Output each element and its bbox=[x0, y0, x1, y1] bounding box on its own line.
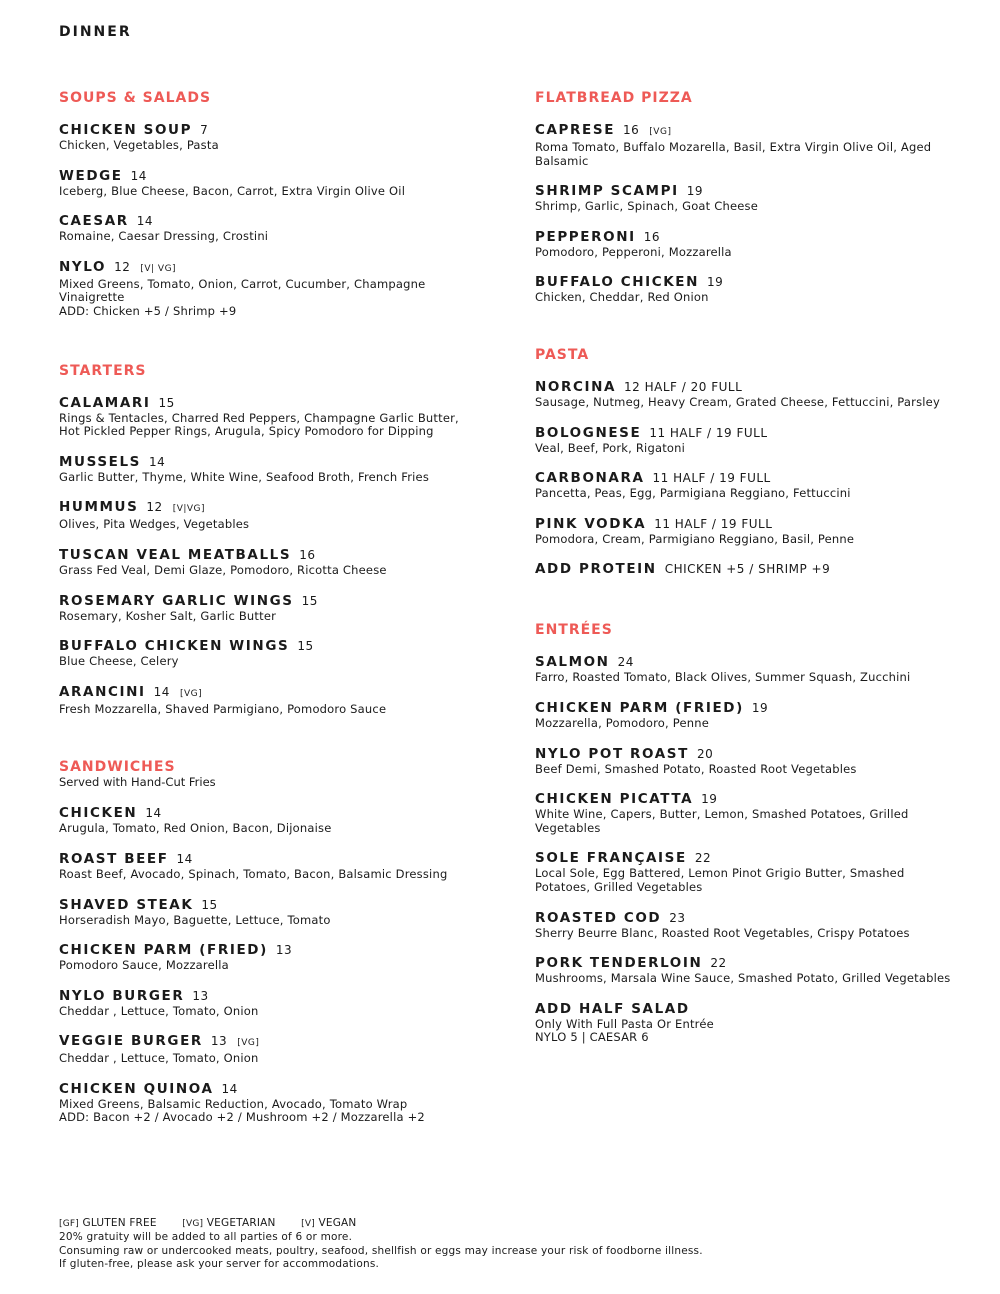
menu-item-description: Pomodoro, Pepperoni, Mozzarella bbox=[535, 244, 732, 259]
menu-item-price: 14 bbox=[176, 851, 193, 866]
menu-item-header bbox=[59, 636, 479, 655]
menu-item-price: 14 bbox=[148, 454, 166, 469]
menu-item bbox=[59, 497, 479, 532]
section-title: PASTA bbox=[535, 346, 590, 363]
menu-item-header bbox=[535, 559, 955, 578]
menu-item-description: Shrimp, Garlic, Spinach, Goat Cheese bbox=[535, 199, 758, 214]
legend-code: [VG] bbox=[182, 1219, 204, 1229]
dietary-tag: [VG] bbox=[237, 1038, 260, 1049]
menu-item-name: CHICKEN PARM (FRIED) bbox=[535, 699, 744, 716]
menu-item-description: Pomodoro Sauce, Mozzarella bbox=[59, 958, 229, 973]
menu-item-header bbox=[535, 423, 955, 442]
dietary-tag: [VG] bbox=[649, 127, 672, 137]
section-flatbread-pizza bbox=[535, 90, 955, 305]
menu-item-description: Sausage, Nutmeg, Heavy Cream, Grated Cheese, Fettuccini, Parsley bbox=[535, 394, 940, 409]
menu-item bbox=[535, 848, 955, 894]
menu-item-price: 16 bbox=[623, 123, 640, 137]
menu-item-price: 16 bbox=[643, 229, 661, 244]
menu-item-name: NYLO POT ROAST bbox=[535, 745, 689, 762]
menu-item-header bbox=[59, 497, 479, 518]
menu-item bbox=[59, 545, 479, 578]
menu-item-price: 16 bbox=[299, 547, 316, 562]
menu-item-name: CHICKEN PARM (FRIED) bbox=[59, 942, 268, 959]
menu-item bbox=[59, 682, 479, 717]
menu-item bbox=[535, 423, 955, 456]
menu-item-header bbox=[59, 682, 479, 703]
menu-item-name: CALAMARI bbox=[59, 394, 151, 411]
menu-item-header bbox=[535, 377, 955, 396]
menu-item-name: SALMON bbox=[535, 654, 610, 671]
menu-item-price: 12 bbox=[114, 259, 131, 274]
menu-item bbox=[59, 591, 479, 624]
menu-item-header bbox=[535, 908, 955, 927]
menu-item-name: PINK VODKA bbox=[535, 515, 647, 532]
menu-item-name: NYLO BURGER bbox=[59, 987, 185, 1004]
menu-item-description: Olives, Pita Wedges, Vegetables bbox=[59, 517, 250, 532]
menu-item-name: ADD PROTEIN bbox=[535, 561, 657, 578]
section-starters bbox=[59, 363, 479, 717]
menu-item-price: 11 HALF / 19 FULL bbox=[654, 516, 773, 531]
legend-code: [V] bbox=[301, 1219, 315, 1229]
menu-item bbox=[535, 744, 955, 777]
menu-item bbox=[535, 789, 955, 835]
menu-item-price: 20 bbox=[696, 746, 714, 761]
menu-item-header bbox=[535, 468, 955, 487]
menu-item-price: 23 bbox=[669, 910, 686, 925]
menu-item-price: 12 HALF / 20 FULL bbox=[624, 379, 743, 394]
menu-item bbox=[59, 257, 479, 319]
menu-item-price: 19 bbox=[701, 792, 718, 807]
menu-item bbox=[59, 166, 479, 199]
menu-item-description: Mixed Greens, Balsamic Reduction, Avocado, Tomato Wrap bbox=[59, 1096, 408, 1111]
left-column bbox=[59, 90, 479, 1125]
menu-item-name: CARBONARA bbox=[535, 470, 645, 487]
menu-item-price: 14 bbox=[221, 1081, 238, 1096]
menu-item-header bbox=[59, 940, 479, 959]
menu-item-price: 13 bbox=[192, 988, 209, 1003]
right-column bbox=[535, 90, 955, 1045]
menu-item-price: 15 bbox=[297, 639, 314, 654]
menu-item-name: CHICKEN PICATTA bbox=[535, 791, 694, 808]
menu-item-header bbox=[535, 789, 955, 808]
menu-item-header bbox=[59, 166, 479, 185]
menu-item-name: WEDGE bbox=[59, 167, 123, 184]
menu-item-addon: ADD: Chicken +5 / Shrimp +9 bbox=[59, 303, 237, 318]
menu-item bbox=[59, 636, 479, 669]
menu-item-price: 11 HALF / 19 FULL bbox=[649, 425, 768, 440]
legend-label: VEGAN bbox=[318, 1217, 357, 1229]
dietary-tag: [VG] bbox=[179, 688, 203, 699]
menu-item-header bbox=[59, 1031, 479, 1052]
menu-item-description: Mushrooms, Marsala Wine Sauce, Smashed Potato, Grilled Vegetables bbox=[535, 971, 951, 986]
menu-item-price: 22 bbox=[694, 851, 712, 866]
menu-item-description: Garlic Butter, Thyme, White Wine, Seafood Broth, French Fries bbox=[59, 469, 430, 484]
menu-item-header bbox=[59, 803, 479, 822]
menu-item-name: HUMMUS bbox=[59, 499, 139, 516]
menu-item-name: CHICKEN bbox=[59, 805, 138, 822]
legend-label: VEGETARIAN bbox=[206, 1217, 276, 1229]
menu-item-price: 19 bbox=[686, 184, 703, 199]
menu-item bbox=[59, 895, 479, 928]
menu-item-description: Rosemary, Kosher Salt, Garlic Butter bbox=[59, 608, 277, 623]
menu-item-price: 15 bbox=[158, 395, 175, 410]
menu-item-price: 14 bbox=[136, 214, 154, 229]
menu-item-header bbox=[535, 744, 955, 763]
menu-item-description: Chicken, Vegetables, Pasta bbox=[59, 138, 219, 152]
legend-label: GLUTEN FREE bbox=[82, 1217, 157, 1229]
menu-item-description: Only With Full Pasta Or Entrée bbox=[535, 1016, 714, 1031]
section-sandwiches bbox=[59, 759, 479, 1125]
menu-item bbox=[535, 908, 955, 941]
legend-gluten-free bbox=[59, 1217, 157, 1229]
menu-item-description: White Wine, Capers, Butter, Lemon, Smashed Potatoes, Grilled Vegetables bbox=[535, 807, 909, 835]
menu-item-name: SHRIMP SCAMPI bbox=[535, 183, 679, 200]
menu-item-description: Local Sole, Egg Battered, Lemon Pinot Grigio Butter, Smashed Potatoes, Grilled Vegetables bbox=[535, 866, 905, 894]
menu-item-price: 12 bbox=[146, 500, 163, 515]
legend-vegan bbox=[301, 1217, 356, 1229]
menu-item-name: VEGGIE BURGER bbox=[59, 1033, 203, 1050]
menu-item-name: CHICKEN SOUP bbox=[59, 122, 193, 138]
menu-item-price: 13 bbox=[210, 1034, 228, 1049]
menu-item-name: PORK TENDERLOIN bbox=[535, 955, 703, 972]
legend-code: [GF] bbox=[59, 1219, 79, 1229]
menu-item-name: BUFFALO CHICKEN WINGS bbox=[59, 638, 290, 655]
menu-item-name: MUSSELS bbox=[59, 453, 141, 470]
menu-item bbox=[535, 559, 955, 578]
menu-item-header bbox=[59, 986, 479, 1005]
menu-item-description: Arugula, Tomato, Red Onion, Bacon, Dijonaise bbox=[59, 821, 332, 836]
menu-item-header bbox=[535, 652, 955, 671]
menu-item-name: CAPRESE bbox=[535, 122, 616, 138]
menu-item-price: 14 bbox=[130, 168, 147, 183]
menu-item-name: CAESAR bbox=[59, 213, 129, 230]
menu-item-name: BOLOGNESE bbox=[535, 424, 642, 441]
menu-item-name: NORCINA bbox=[535, 378, 617, 395]
menu-item-header bbox=[535, 272, 955, 291]
menu-item-description: Iceberg, Blue Cheese, Bacon, Carrot, Extra Virgin Olive Oil bbox=[59, 183, 406, 198]
menu-item-price: 15 bbox=[301, 593, 318, 608]
section-soups-salads bbox=[59, 90, 479, 319]
menu-item bbox=[535, 468, 955, 501]
menu-item-name: ROAST BEEF bbox=[59, 850, 169, 867]
menu-item bbox=[535, 698, 955, 731]
menu-item-description: Pomodora, Cream, Parmigiano Reggiano, Basil, Penne bbox=[535, 531, 855, 546]
menu-item-header bbox=[59, 591, 479, 610]
section-note: Served with Hand-Cut Fries bbox=[59, 775, 216, 790]
menu-item-description: Farro, Roasted Tomato, Black Olives, Summer Squash, Zucchini bbox=[535, 670, 911, 685]
menu-item-header bbox=[535, 120, 955, 141]
menu-item-addon: ADD: Bacon +2 / Avocado +2 / Mushroom +2 / Mozzarella +2 bbox=[59, 1110, 425, 1125]
section-entrees bbox=[535, 622, 955, 1045]
menu-item-name: SHAVED STEAK bbox=[59, 896, 194, 913]
menu-item-name: ARANCINI bbox=[59, 683, 146, 700]
menu-item-price: 11 HALF / 19 FULL bbox=[652, 471, 771, 486]
menu-item-header bbox=[59, 452, 479, 471]
menu-item bbox=[59, 452, 479, 485]
section-title: ENTRÉES bbox=[535, 622, 613, 639]
menu-item-name: SOLE FRANÇAISE bbox=[535, 850, 687, 867]
menu-item-header bbox=[59, 393, 479, 412]
menu-item-header bbox=[59, 849, 479, 868]
menu-item-name: NYLO bbox=[59, 258, 107, 275]
menu-item-description: Cheddar , Lettuce, Tomato, Onion bbox=[59, 1003, 259, 1018]
menu-item bbox=[59, 803, 479, 836]
menu-item-header bbox=[535, 514, 955, 533]
menu-item bbox=[59, 940, 479, 973]
menu-item-price: 7 bbox=[200, 123, 209, 137]
menu-item-name: ADD HALF SALAD bbox=[535, 1000, 690, 1017]
menu-item-header bbox=[59, 1079, 479, 1098]
menu-item-description: Sherry Beurre Blanc, Roasted Root Vegetables, Crispy Potatoes bbox=[535, 925, 910, 940]
menu-item-name: PEPPERONI bbox=[535, 228, 636, 245]
menu-item-header bbox=[535, 181, 955, 200]
menu-item-header bbox=[59, 545, 479, 564]
dietary-legend bbox=[59, 1217, 959, 1231]
menu-item bbox=[535, 272, 955, 305]
gluten-free-note: If gluten-free, please ask your server for accommodations. bbox=[59, 1257, 380, 1270]
menu-item-description: Veal, Beef, Pork, Rigatoni bbox=[535, 440, 686, 455]
section-title: STARTERS bbox=[59, 362, 147, 379]
menu-item-price: 24 bbox=[617, 655, 634, 670]
menu-item bbox=[535, 953, 955, 986]
menu-item-header bbox=[59, 120, 479, 139]
menu-item bbox=[535, 227, 955, 260]
menu-item-name: BUFFALO CHICKEN bbox=[535, 274, 700, 291]
menu-item bbox=[535, 181, 955, 214]
food-safety-warning: Consuming raw or undercooked meats, poultry, seafood, shellfish or eggs may increase your risk of foodborne illness. bbox=[59, 1244, 703, 1257]
dietary-tag: [V| VG] bbox=[140, 263, 177, 274]
menu-item-header bbox=[535, 227, 955, 246]
section-title: FLATBREAD PIZZA bbox=[535, 90, 693, 106]
menu-item bbox=[535, 652, 955, 685]
menu-item-price: 13 bbox=[275, 943, 293, 958]
menu-item-description: Romaine, Caesar Dressing, Crostini bbox=[59, 229, 269, 244]
dietary-tag: [V|VG] bbox=[172, 504, 206, 515]
menu-item-description: Roast Beef, Avocado, Spinach, Tomato, Bacon, Balsamic Dressing bbox=[59, 866, 448, 881]
menu-item bbox=[59, 211, 479, 244]
footer bbox=[59, 1217, 959, 1271]
gratuity-note: 20% gratuity will be added to all parties of 6 or more. bbox=[59, 1231, 353, 1244]
menu-item-price: 14 bbox=[153, 684, 170, 699]
menu-item-name: TUSCAN VEAL MEATBALLS bbox=[59, 546, 292, 563]
menu-item-description: Chicken, Cheddar, Red Onion bbox=[535, 290, 709, 305]
menu-item-price: 14 bbox=[145, 806, 162, 821]
menu-item-price: CHICKEN +5 / SHRIMP +9 bbox=[664, 562, 831, 577]
menu-item-header bbox=[59, 257, 479, 278]
menu-item bbox=[59, 986, 479, 1019]
menu-item-name: ROASTED COD bbox=[535, 909, 662, 926]
menu-item bbox=[535, 120, 955, 168]
menu-item-description: Blue Cheese, Celery bbox=[59, 654, 179, 669]
section-pasta bbox=[535, 347, 955, 578]
menu-item bbox=[535, 514, 955, 547]
menu-item-description: Horseradish Mayo, Baguette, Lettuce, Tomato bbox=[59, 912, 331, 927]
menu-item-header bbox=[535, 953, 955, 972]
menu-item-description: Mixed Greens, Tomato, Onion, Carrot, Cucumber, Champagne Vinaigrette bbox=[59, 276, 426, 305]
menu-item-name: ROSEMARY GARLIC WINGS bbox=[59, 592, 294, 609]
menu-item-header bbox=[535, 999, 955, 1018]
page-title: DINNER bbox=[59, 24, 132, 40]
menu-item-description: Grass Fed Veal, Demi Glaze, Pomodoro, Ricotta Cheese bbox=[59, 562, 387, 577]
menu-item-addon: NYLO 5 | CAESAR 6 bbox=[535, 1030, 649, 1045]
menu-item-description: Roma Tomato, Buffalo Mozarella, Basil, Extra Virgin Olive Oil, Aged Balsamic bbox=[535, 140, 932, 168]
menu-item bbox=[59, 849, 479, 882]
menu-item-description: Cheddar , Lettuce, Tomato, Onion bbox=[59, 1051, 259, 1066]
menu-item-description: Rings & Tentacles, Charred Red Peppers, Champagne Garlic Butter, Hot Pickled Pepper Rings, Arugula, Spicy Pomodoro for Dipping bbox=[59, 410, 459, 439]
menu-item bbox=[59, 120, 479, 153]
legend-vegetarian bbox=[182, 1217, 275, 1229]
menu-item-price: 15 bbox=[201, 897, 218, 912]
menu-item-price: 19 bbox=[751, 700, 769, 715]
menu-item-header bbox=[59, 211, 479, 230]
menu-item-description: Fresh Mozzarella, Shaved Parmigiano, Pomodoro Sauce bbox=[59, 701, 387, 716]
menu-item-description: Mozzarella, Pomodoro, Penne bbox=[535, 715, 709, 730]
menu-item-header bbox=[535, 698, 955, 717]
menu-item bbox=[535, 377, 955, 410]
menu-item bbox=[59, 1079, 479, 1125]
menu-item bbox=[59, 1031, 479, 1066]
section-title: SOUPS & SALADS bbox=[59, 90, 212, 106]
menu-item-price: 22 bbox=[710, 956, 727, 971]
menu-item-description: Pancetta, Peas, Egg, Parmigiana Reggiano, Fettuccini bbox=[535, 486, 851, 501]
menu-item bbox=[535, 999, 955, 1045]
menu-item bbox=[59, 393, 479, 439]
menu-item-header bbox=[59, 895, 479, 914]
menu-item-price: 19 bbox=[707, 275, 724, 290]
menu-item-description: Beef Demi, Smashed Potato, Roasted Root Vegetables bbox=[535, 761, 857, 776]
menu-item-header bbox=[535, 848, 955, 867]
section-title: SANDWICHES bbox=[59, 759, 176, 776]
menu-item-name: CHICKEN QUINOA bbox=[59, 1080, 214, 1097]
